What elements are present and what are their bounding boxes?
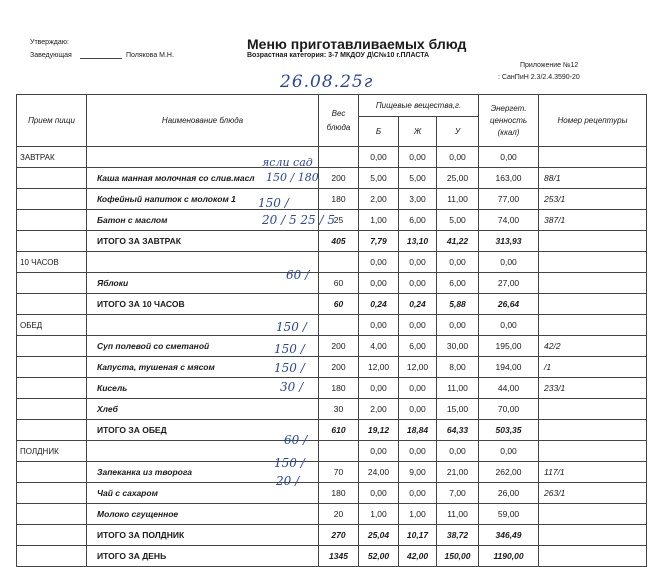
page-title: Меню приготавливаемых блюд xyxy=(247,36,467,52)
cell-dish: Кофейный напиток с молоком 1 xyxy=(87,189,319,210)
cell-energy: 0,00 xyxy=(479,252,539,273)
table-row xyxy=(17,336,647,357)
cell-b: 7,79 xyxy=(359,231,399,252)
cell-u: 11,00 xyxy=(437,378,479,399)
table-row xyxy=(17,378,647,399)
meal-row xyxy=(17,315,647,336)
col-header-zh: Ж xyxy=(399,117,437,147)
cell-energy: 26,64 xyxy=(479,294,539,315)
cell-recipe xyxy=(539,231,647,252)
handwritten-casserole: 60 / xyxy=(284,433,308,447)
total-row xyxy=(17,525,647,546)
menu-body xyxy=(17,147,647,567)
cell-recipe xyxy=(539,252,647,273)
cell-recipe: 263/1 xyxy=(539,483,647,504)
table-row xyxy=(17,273,647,294)
table-row xyxy=(17,357,647,378)
table-row xyxy=(17,483,647,504)
col-header-energy: Энергет. ценность (ккал) xyxy=(479,95,539,147)
page-subtitle: Возрастная категория: 3-7 МКДОУ Д\С№10 г.ПЛАСТА xyxy=(247,52,430,59)
cell-energy: 313,93 xyxy=(479,231,539,252)
cell-meal xyxy=(17,210,87,231)
cell-u: 8,00 xyxy=(437,357,479,378)
cell-b: 0,00 xyxy=(359,273,399,294)
cell-u: 7,00 xyxy=(437,483,479,504)
cell-weight xyxy=(319,252,359,273)
cell-weight: 180 xyxy=(319,483,359,504)
signature-line xyxy=(80,58,122,59)
table-row xyxy=(17,504,647,525)
cell-energy: 346,49 xyxy=(479,525,539,546)
menu-table xyxy=(16,94,647,567)
cell-zh: 42,00 xyxy=(399,546,437,567)
cell-recipe: 42/2 xyxy=(539,336,647,357)
cell-zh: 6,00 xyxy=(399,336,437,357)
cell-meal xyxy=(17,231,87,252)
cell-meal xyxy=(17,525,87,546)
cell-recipe xyxy=(539,273,647,294)
cell-u: 0,00 xyxy=(437,441,479,462)
cell-dish: ИТОГО ЗА ПОЛДНИК xyxy=(87,525,319,546)
cell-meal xyxy=(17,420,87,441)
cell-b: 4,00 xyxy=(359,336,399,357)
cell-b: 1,00 xyxy=(359,504,399,525)
cell-weight xyxy=(319,147,359,168)
cell-b: 2,00 xyxy=(359,189,399,210)
cell-energy: 163,00 xyxy=(479,168,539,189)
cell-weight: 200 xyxy=(319,357,359,378)
cell-energy: 0,00 xyxy=(479,315,539,336)
cell-zh: 12,00 xyxy=(399,357,437,378)
cell-b: 5,00 xyxy=(359,168,399,189)
cell-recipe: 387/1 xyxy=(539,210,647,231)
cell-meal: 10 ЧАСОВ xyxy=(17,252,87,273)
cell-weight: 270 xyxy=(319,525,359,546)
total-row xyxy=(17,546,647,567)
cell-meal xyxy=(17,483,87,504)
cell-b: 0,00 xyxy=(359,147,399,168)
cell-zh: 6,00 xyxy=(399,210,437,231)
cell-dish: Кисель xyxy=(87,378,319,399)
cell-energy: 70,00 xyxy=(479,399,539,420)
cell-dish: Чай с сахаром xyxy=(87,483,319,504)
cell-zh: 0,00 xyxy=(399,273,437,294)
cell-zh: 10,17 xyxy=(399,525,437,546)
cell-u: 15,00 xyxy=(437,399,479,420)
col-header-u: У xyxy=(437,117,479,147)
cell-meal: ОБЕД xyxy=(17,315,87,336)
table-row xyxy=(17,168,647,189)
cell-b: 19,12 xyxy=(359,420,399,441)
col-header-b: Б xyxy=(359,117,399,147)
cell-meal xyxy=(17,399,87,420)
cell-zh: 0,00 xyxy=(399,483,437,504)
cell-energy: 74,00 xyxy=(479,210,539,231)
approve-label: Утверждаю: xyxy=(30,39,69,46)
cell-recipe: 117/1 xyxy=(539,462,647,483)
handwritten-milk: 20 / xyxy=(276,474,300,488)
head-name: Полякова М.Н. xyxy=(126,52,174,59)
handwritten-breakfast-head: ясли сад xyxy=(262,156,313,169)
col-header-dish: Наименование блюда xyxy=(87,95,319,147)
cell-zh: 0,00 xyxy=(399,378,437,399)
cell-energy: 0,00 xyxy=(479,147,539,168)
cell-zh: 13,10 xyxy=(399,231,437,252)
cell-weight: 25 xyxy=(319,210,359,231)
cell-meal xyxy=(17,294,87,315)
cell-b: 52,00 xyxy=(359,546,399,567)
meal-row xyxy=(17,252,647,273)
cell-b: 0,24 xyxy=(359,294,399,315)
cell-energy: 195,00 xyxy=(479,336,539,357)
cell-zh: 0,00 xyxy=(399,441,437,462)
table-row xyxy=(17,189,647,210)
cell-energy: 503,35 xyxy=(479,420,539,441)
cell-b: 0,00 xyxy=(359,441,399,462)
cell-meal xyxy=(17,462,87,483)
cell-dish: Суп полевой со сметаной xyxy=(87,336,319,357)
col-header-nutrients: Пищевые вещества,г. xyxy=(359,95,479,117)
cell-recipe xyxy=(539,315,647,336)
cell-energy: 59,00 xyxy=(479,504,539,525)
cell-b: 25,04 xyxy=(359,525,399,546)
cell-zh: 0,00 xyxy=(399,147,437,168)
cell-dish: Каша манная молочная со слив.масл xyxy=(87,168,319,189)
cell-meal xyxy=(17,546,87,567)
appendix-label: Приложение №12 xyxy=(520,62,579,69)
col-header-recipe: Номер рецептуры xyxy=(539,95,647,147)
cell-recipe xyxy=(539,420,647,441)
total-row xyxy=(17,231,647,252)
cell-recipe: 233/1 xyxy=(539,378,647,399)
handwritten-breakfast-sub: 150 / 180 xyxy=(266,171,319,184)
total-row xyxy=(17,420,647,441)
cell-meal xyxy=(17,273,87,294)
handwritten-apples: 60 / xyxy=(286,268,310,282)
cell-energy: 262,00 xyxy=(479,462,539,483)
cell-b: 2,00 xyxy=(359,399,399,420)
meal-row xyxy=(17,441,647,462)
cell-energy: 1190,00 xyxy=(479,546,539,567)
handwritten-kissel: 150 / xyxy=(274,361,305,375)
cell-recipe xyxy=(539,147,647,168)
cell-u: 0,00 xyxy=(437,252,479,273)
col-header-weight: Вес блюда xyxy=(319,95,359,147)
cell-zh: 0,00 xyxy=(399,252,437,273)
cell-recipe xyxy=(539,525,647,546)
cell-weight xyxy=(319,441,359,462)
head-label: Заведующая xyxy=(30,52,72,59)
cell-u: 30,00 xyxy=(437,336,479,357)
cell-weight: 405 xyxy=(319,231,359,252)
cell-meal: ПОЛДНИК xyxy=(17,441,87,462)
cell-weight: 1345 xyxy=(319,546,359,567)
cell-meal xyxy=(17,168,87,189)
cell-u: 21,00 xyxy=(437,462,479,483)
cell-dish xyxy=(87,252,319,273)
cell-weight: 70 xyxy=(319,462,359,483)
cell-weight: 20 xyxy=(319,504,359,525)
cell-u: 11,00 xyxy=(437,504,479,525)
table-row xyxy=(17,399,647,420)
cell-meal: ЗАВТРАК xyxy=(17,147,87,168)
cell-recipe: 253/1 xyxy=(539,189,647,210)
handwritten-coffee: 150 / xyxy=(258,196,289,210)
cell-b: 0,00 xyxy=(359,378,399,399)
cell-weight: 200 xyxy=(319,336,359,357)
cell-weight: 30 xyxy=(319,399,359,420)
cell-u: 25,00 xyxy=(437,168,479,189)
cell-recipe: /1 xyxy=(539,357,647,378)
cell-energy: 194,00 xyxy=(479,357,539,378)
cell-dish: Молоко сгущенное xyxy=(87,504,319,525)
cell-meal xyxy=(17,189,87,210)
cell-u: 150,00 xyxy=(437,546,479,567)
cell-u: 5,88 xyxy=(437,294,479,315)
cell-zh: 5,00 xyxy=(399,168,437,189)
total-row xyxy=(17,294,647,315)
cell-weight: 60 xyxy=(319,273,359,294)
cell-b: 1,00 xyxy=(359,210,399,231)
cell-u: 64,33 xyxy=(437,420,479,441)
cell-recipe xyxy=(539,441,647,462)
cell-u: 41,22 xyxy=(437,231,479,252)
handwritten-bread: 30 / xyxy=(280,380,304,394)
cell-recipe xyxy=(539,546,647,567)
cell-dish: Батон с маслом xyxy=(87,210,319,231)
cell-dish: ИТОГО ЗА ДЕНЬ xyxy=(87,546,319,567)
cell-dish: Яблоки xyxy=(87,273,319,294)
cell-energy: 26,00 xyxy=(479,483,539,504)
cell-b: 0,00 xyxy=(359,483,399,504)
cell-weight xyxy=(319,315,359,336)
cell-dish: Хлеб xyxy=(87,399,319,420)
cell-weight: 180 xyxy=(319,189,359,210)
cell-dish: Капуста, тушеная с мясом xyxy=(87,357,319,378)
col-header-meal: Прием пищи xyxy=(17,95,87,147)
meal-row xyxy=(17,147,647,168)
cell-u: 38,72 xyxy=(437,525,479,546)
cell-zh: 0,00 xyxy=(399,315,437,336)
cell-recipe: 88/1 xyxy=(539,168,647,189)
cell-weight: 200 xyxy=(319,168,359,189)
cell-dish: ИТОГО ЗА 10 ЧАСОВ xyxy=(87,294,319,315)
cell-zh: 9,00 xyxy=(399,462,437,483)
handwritten-baton: 20 / 5 25 / 5 xyxy=(262,213,335,227)
cell-zh: 0,00 xyxy=(399,399,437,420)
cell-u: 11,00 xyxy=(437,189,479,210)
cell-meal xyxy=(17,357,87,378)
cell-b: 24,00 xyxy=(359,462,399,483)
handwritten-tea: 150 / xyxy=(274,456,305,470)
cell-u: 5,00 xyxy=(437,210,479,231)
cell-meal xyxy=(17,504,87,525)
cell-zh: 18,84 xyxy=(399,420,437,441)
cell-b: 12,00 xyxy=(359,357,399,378)
cell-meal xyxy=(17,336,87,357)
cell-dish: Запеканка из творога xyxy=(87,462,319,483)
cell-recipe xyxy=(539,504,647,525)
cell-b: 0,00 xyxy=(359,315,399,336)
cell-dish: ИТОГО ЗА ЗАВТРАК xyxy=(87,231,319,252)
cell-b: 0,00 xyxy=(359,252,399,273)
cell-zh: 0,24 xyxy=(399,294,437,315)
cell-zh: 1,00 xyxy=(399,504,437,525)
cell-weight: 180 xyxy=(319,378,359,399)
cell-meal xyxy=(17,378,87,399)
cell-recipe xyxy=(539,399,647,420)
cell-energy: 0,00 xyxy=(479,441,539,462)
cell-u: 0,00 xyxy=(437,147,479,168)
cell-weight: 610 xyxy=(319,420,359,441)
sanpin-label: : СанПиН 2.3/2.4.3590-20 xyxy=(498,74,580,81)
cell-u: 6,00 xyxy=(437,273,479,294)
handwritten-cabbage: 150 / xyxy=(274,342,305,356)
cell-energy: 27,00 xyxy=(479,273,539,294)
handwritten-soup: 150 / xyxy=(276,320,307,334)
cell-energy: 44,00 xyxy=(479,378,539,399)
cell-dish: ИТОГО ЗА ОБЕД xyxy=(87,420,319,441)
cell-recipe xyxy=(539,294,647,315)
cell-u: 0,00 xyxy=(437,315,479,336)
cell-energy: 77,00 xyxy=(479,189,539,210)
handwritten-date: 26.08.25г xyxy=(280,72,374,92)
cell-weight: 60 xyxy=(319,294,359,315)
table-row xyxy=(17,462,647,483)
cell-zh: 3,00 xyxy=(399,189,437,210)
